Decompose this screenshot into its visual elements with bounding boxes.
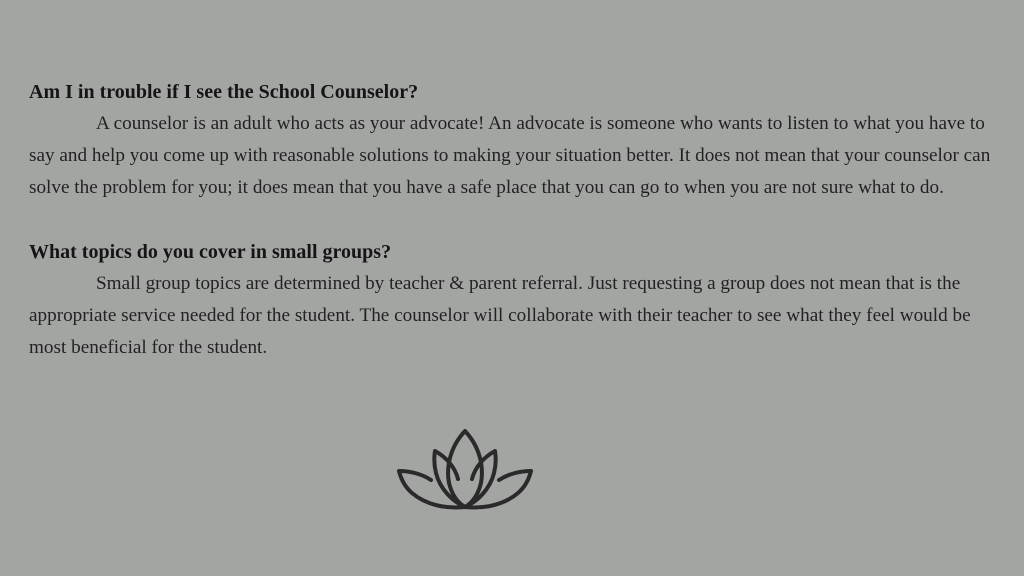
faq-item-trouble xyxy=(29,76,1004,204)
faq-answer: Small group topics are determined by teacher & parent referral. Just requesting a group does not mean that is the appropriate service needed for the student. The counselor will collaborate with their teacher to see what they feel would be most beneficial for the student. xyxy=(29,273,971,358)
lotus-icon xyxy=(396,427,534,511)
faq-answer: A counselor is an adult who acts as your advocate! An advocate is someone who wants to listen to what you have to say and help you come up with reasonable solutions to making your situation better. It does not mean that your counselor can solve the problem for you; it does mean that you have a safe place that you can go to when you are not sure what to do. xyxy=(29,113,991,198)
faq-question: What topics do you cover in small groups? xyxy=(29,241,392,263)
faq-item-small-groups xyxy=(29,236,1004,364)
faq-question: Am I in trouble if I see the School Counselor? xyxy=(29,81,419,103)
slide-content xyxy=(29,76,1004,364)
